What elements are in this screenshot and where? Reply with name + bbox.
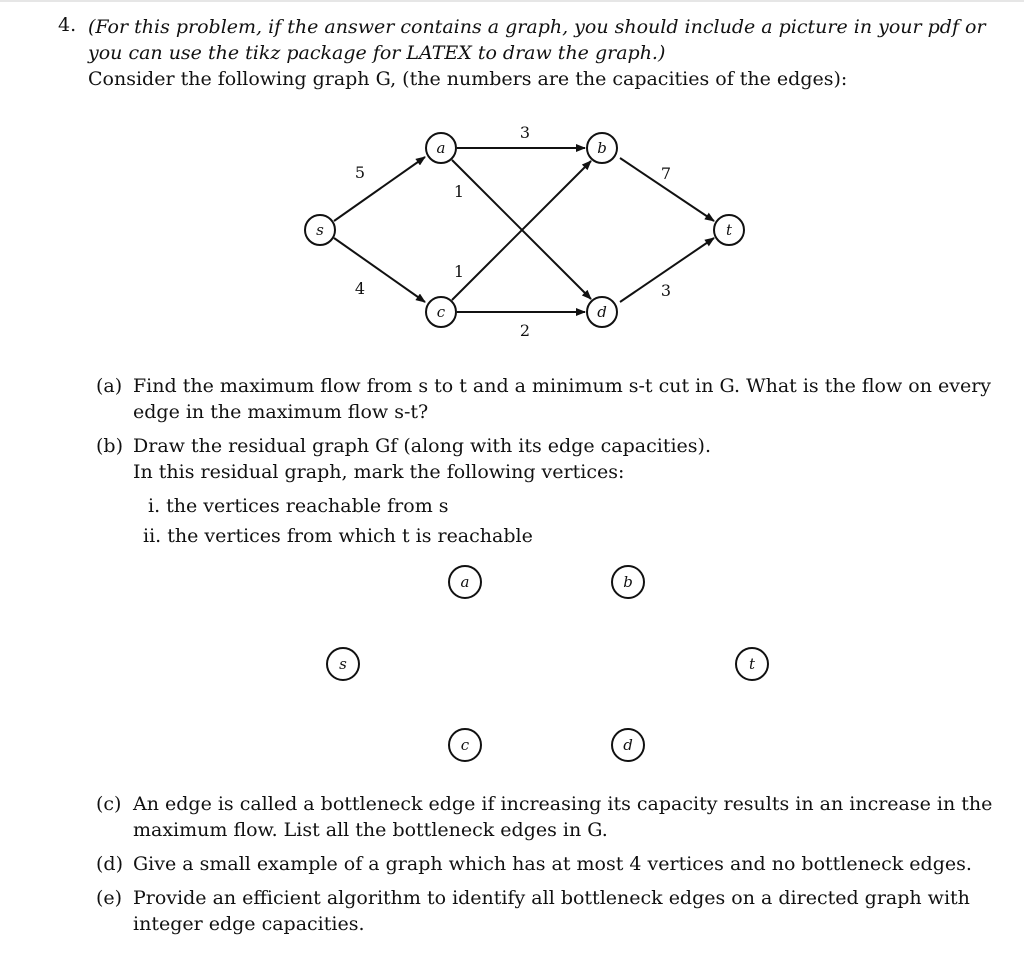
part-d-label: (d) bbox=[96, 853, 123, 875]
part-b-item-i: i. the vertices reachable from s bbox=[148, 495, 449, 517]
residual-label-s: s bbox=[339, 655, 347, 673]
cap-d-t: 3 bbox=[660, 281, 672, 300]
part-e-label: (e) bbox=[96, 887, 123, 909]
problem-number: 4. bbox=[58, 14, 77, 36]
node-label-d: d bbox=[597, 303, 607, 321]
part-b-item-ii: ii. the vertices from which t is reachable bbox=[143, 525, 533, 547]
node-label-c: c bbox=[436, 303, 446, 321]
cap-b-t: 7 bbox=[660, 164, 672, 183]
residual-label-d: d bbox=[623, 736, 633, 754]
part-a-label: (a) bbox=[96, 375, 123, 397]
residual-label-a: a bbox=[460, 573, 470, 591]
intro-line-2: you can use the tikz package for LATEX to draw the graph.) bbox=[88, 42, 666, 64]
node-label-t: t bbox=[725, 221, 733, 239]
node-label-a: a bbox=[436, 139, 446, 157]
part-c-label: (c) bbox=[96, 793, 122, 815]
part-a-line-1: Find the maximum flow from s to t and a minimum s-t cut in G. What is the flow on every bbox=[133, 375, 992, 397]
node-label-s: s bbox=[316, 221, 324, 239]
residual-label-t: t bbox=[748, 655, 756, 673]
part-b-line-2: In this residual graph, mark the following vertices: bbox=[133, 461, 625, 483]
part-b-line-1: Draw the residual graph Gf (along with its edge capacities). bbox=[133, 435, 711, 457]
top-divider bbox=[0, 0, 1024, 2]
part-e-line-2: integer edge capacities. bbox=[133, 913, 365, 935]
intro-line-1: (For this problem, if the answer contains a graph, you should include a picture in your pdf or bbox=[88, 16, 986, 38]
edge-s-a bbox=[334, 157, 425, 221]
part-c-line-2: maximum flow. List all the bottleneck edges in G. bbox=[133, 819, 608, 841]
cap-c-b: 1 bbox=[453, 262, 465, 281]
cap-s-a: 5 bbox=[354, 163, 366, 182]
node-label-b: b bbox=[597, 139, 607, 157]
edge-s-c bbox=[334, 238, 425, 302]
residual-graph-nodes bbox=[0, 560, 1024, 780]
residual-label-b: b bbox=[623, 573, 633, 591]
cap-a-b: 3 bbox=[519, 123, 531, 142]
cap-s-c: 4 bbox=[354, 279, 366, 298]
cap-a-d: 1 bbox=[453, 182, 465, 201]
part-a-line-2: edge in the maximum flow s-t? bbox=[133, 401, 429, 423]
part-e-line-1: Provide an efficient algorithm to identify all bottleneck edges on a directed graph with bbox=[133, 887, 970, 909]
part-c-line-1: An edge is called a bottleneck edge if increasing its capacity results in an increase in the bbox=[133, 793, 993, 815]
cap-c-d: 2 bbox=[519, 321, 531, 340]
residual-label-c: c bbox=[460, 736, 470, 754]
consider-line: Consider the following graph G, (the numbers are the capacities of the edges): bbox=[88, 68, 848, 90]
part-b-label: (b) bbox=[96, 435, 123, 457]
flow-network-graph bbox=[0, 100, 1024, 360]
part-d-line-1: Give a small example of a graph which has at most 4 vertices and no bottleneck edges. bbox=[133, 853, 972, 875]
